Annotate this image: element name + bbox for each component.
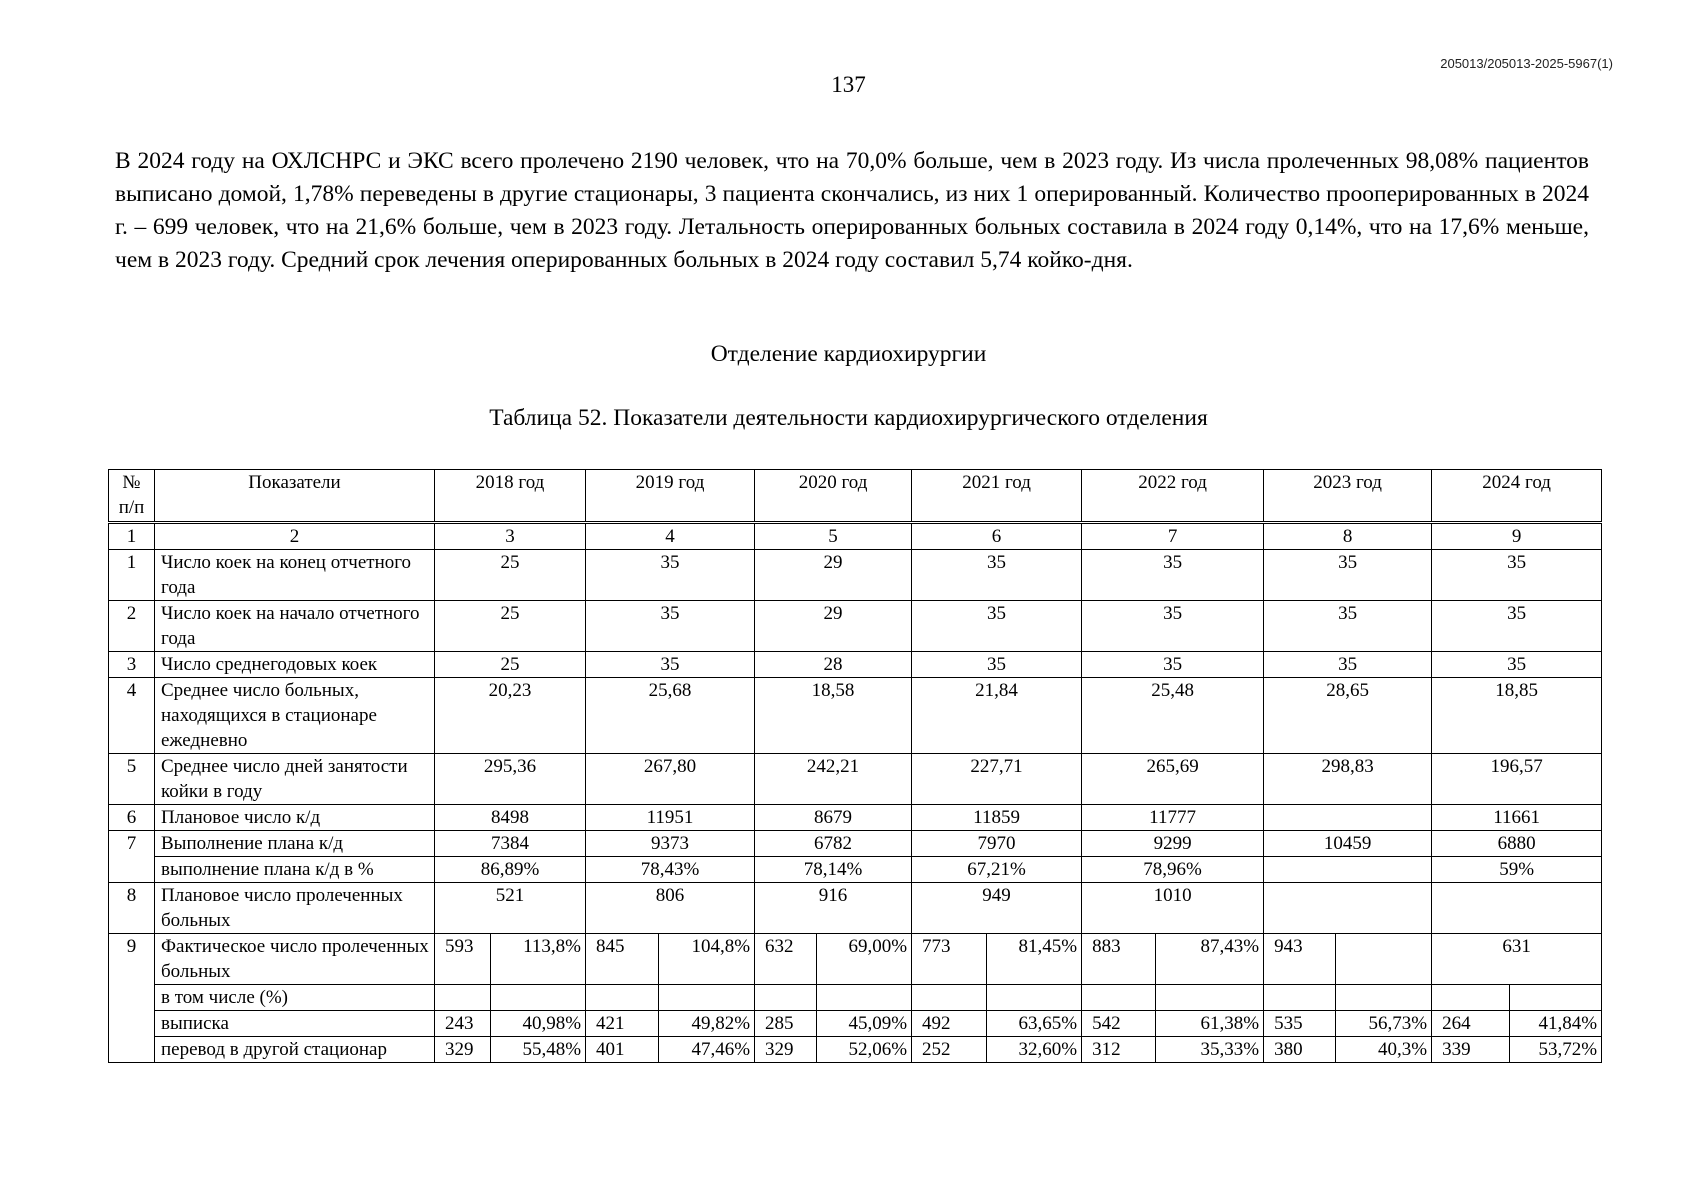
table-row — [109, 831, 1602, 857]
cell-count: 883 — [1082, 934, 1156, 985]
row-label: выполнение плана к/д в % — [155, 857, 435, 883]
cell-count: 943 — [1264, 934, 1336, 985]
cell-percent: 40,3% — [1336, 1037, 1432, 1063]
empty-cell — [817, 985, 912, 1011]
empty-cell — [1510, 985, 1602, 1011]
row-label: Среднее число дней занятости койки в году — [155, 754, 435, 805]
cell-value: 25 — [435, 652, 586, 678]
cell-count: 492 — [912, 1011, 987, 1037]
cell-count: 535 — [1264, 1011, 1336, 1037]
cell-value: 86,89% — [435, 857, 586, 883]
cell-value: 949 — [912, 883, 1082, 934]
cell-count: 845 — [586, 934, 659, 985]
cell-value: 7970 — [912, 831, 1082, 857]
cell-value: 631 — [1432, 934, 1602, 985]
table-row — [109, 1011, 1602, 1037]
cell-value: 227,71 — [912, 754, 1082, 805]
cell-percent: 104,8% — [659, 934, 755, 985]
cell-percent: 47,46% — [659, 1037, 755, 1063]
cell-value: 11661 — [1432, 805, 1602, 831]
cell-percent: 35,33% — [1156, 1037, 1264, 1063]
cell-count: 339 — [1432, 1037, 1510, 1063]
column-number: 3 — [435, 523, 586, 550]
cell-count: 380 — [1264, 1037, 1336, 1063]
cell-count: 285 — [755, 1011, 817, 1037]
cell-count: 421 — [586, 1011, 659, 1037]
cell-count: 264 — [1432, 1011, 1510, 1037]
cell-value: 67,21% — [912, 857, 1082, 883]
row-number: 8 — [109, 883, 155, 934]
cell-value: 295,36 — [435, 754, 586, 805]
column-number: 6 — [912, 523, 1082, 550]
cell-percent: 45,09% — [817, 1011, 912, 1037]
cell-value: 242,21 — [755, 754, 912, 805]
column-number: 1 — [109, 523, 155, 550]
cell-count: 401 — [586, 1037, 659, 1063]
cell-percent: 113,8% — [491, 934, 586, 985]
cell-count: 312 — [1082, 1037, 1156, 1063]
empty-cell — [1082, 985, 1156, 1011]
row-label: выписка — [155, 1011, 435, 1037]
section-title: Отделение кардиохирургии — [710, 341, 987, 367]
cell-value: 11951 — [586, 805, 755, 831]
empty-cell — [1264, 985, 1336, 1011]
cell-value: 35 — [586, 601, 755, 652]
table-row — [109, 550, 1602, 601]
row-label: Число среднегодовых коек — [155, 652, 435, 678]
header-year: 2020 год — [755, 470, 912, 523]
cell-value — [1264, 805, 1432, 831]
cell-percent: 55,48% — [491, 1037, 586, 1063]
cell-value: 18,85 — [1432, 678, 1602, 754]
header-year: 2024 год — [1432, 470, 1602, 523]
cell-value: 35 — [1432, 652, 1602, 678]
cell-value: 10459 — [1264, 831, 1432, 857]
cell-percent: 52,06% — [817, 1037, 912, 1063]
cell-percent: 61,38% — [1156, 1011, 1264, 1037]
cell-percent: 87,43% — [1156, 934, 1264, 985]
cell-value: 8498 — [435, 805, 586, 831]
cell-value: 35 — [1264, 652, 1432, 678]
empty-cell — [435, 985, 491, 1011]
row-label: Плановое число пролеченных больных — [155, 883, 435, 934]
row-number: 6 — [109, 805, 155, 831]
cell-value: 29 — [755, 601, 912, 652]
cell-value: 298,83 — [1264, 754, 1432, 805]
cell-percent: 81,45% — [987, 934, 1082, 985]
cell-percent: 32,60% — [987, 1037, 1082, 1063]
table-row — [109, 652, 1602, 678]
table-header-row — [109, 470, 1602, 523]
table-row — [109, 805, 1602, 831]
cell-value — [1264, 883, 1432, 934]
body-paragraph: В 2024 году на ОХЛСНРС и ЭКС всего пролечено 2190 человек, что на 70,0% больше, чем в 2023 году. Из числа пролеченных 98,08% пациентов выписано домой, 1,78% переведены в другие стационары, 3 пациента скончались, из них 1 оперированный. Количество прооперированных в 2024 г. – 699 человек, что на 21,6% больше, чем в 2023 году. Летальность оперированных больных составила в 2024 году 0,14%, что на 17,6% меньше, чем в 2023 году. Средний срок лечения оперированных больных в 2024 году составил 5,74 койко-дня. — [115, 148, 1589, 273]
empty-cell — [987, 985, 1082, 1011]
cell-count: 329 — [435, 1037, 491, 1063]
row-label: Число коек на начало отчетного года — [155, 601, 435, 652]
cell-value: 35 — [1432, 601, 1602, 652]
header-indicator: Показатели — [155, 470, 435, 523]
empty-cell — [1336, 985, 1432, 1011]
cell-percent: 41,84% — [1510, 1011, 1602, 1037]
cell-value: 28,65 — [1264, 678, 1432, 754]
cell-value: 916 — [755, 883, 912, 934]
row-label: Выполнение плана к/д — [155, 831, 435, 857]
cell-value: 35 — [912, 601, 1082, 652]
cell-value: 35 — [1082, 550, 1264, 601]
cell-count: 773 — [912, 934, 987, 985]
cell-count: 243 — [435, 1011, 491, 1037]
cell-value: 78,43% — [586, 857, 755, 883]
cell-value: 35 — [912, 550, 1082, 601]
table-caption: Таблица 52. Показатели деятельности кардиохирургического отделения — [489, 405, 1208, 431]
cell-value: 25,68 — [586, 678, 755, 754]
header-year: 2022 год — [1082, 470, 1264, 523]
cell-value: 78,14% — [755, 857, 912, 883]
cell-value: 521 — [435, 883, 586, 934]
cell-value: 78,96% — [1082, 857, 1264, 883]
table-row — [109, 1037, 1602, 1063]
cell-value: 806 — [586, 883, 755, 934]
row-label: Среднее число больных, находящихся в стационаре ежедневно — [155, 678, 435, 754]
cell-count: 252 — [912, 1037, 987, 1063]
empty-cell — [586, 985, 659, 1011]
header-year: 2018 год — [435, 470, 586, 523]
column-number: 9 — [1432, 523, 1602, 550]
cell-value — [1264, 857, 1432, 883]
cell-value: 35 — [586, 550, 755, 601]
cell-value: 11859 — [912, 805, 1082, 831]
header-year: 2023 год — [1264, 470, 1432, 523]
cell-value: 267,80 — [586, 754, 755, 805]
empty-cell — [491, 985, 586, 1011]
row-number: 4 — [109, 678, 155, 754]
cell-value: 8679 — [755, 805, 912, 831]
cell-percent: 49,82% — [659, 1011, 755, 1037]
cell-value — [1432, 883, 1602, 934]
cell-value: 1010 — [1082, 883, 1264, 934]
row-number: 2 — [109, 601, 155, 652]
cell-value: 21,84 — [912, 678, 1082, 754]
row-label: перевод в другой стационар — [155, 1037, 435, 1063]
cell-value: 35 — [1082, 652, 1264, 678]
header-year: 2019 год — [586, 470, 755, 523]
row-number: 7 — [109, 831, 155, 883]
cell-value: 7384 — [435, 831, 586, 857]
cell-count: 542 — [1082, 1011, 1156, 1037]
row-label: Фактическое число пролеченных больных — [155, 934, 435, 985]
table-row — [109, 754, 1602, 805]
empty-cell — [912, 985, 987, 1011]
cell-value: 9299 — [1082, 831, 1264, 857]
cell-value: 28 — [755, 652, 912, 678]
cell-percent: 63,65% — [987, 1011, 1082, 1037]
cell-count: 329 — [755, 1037, 817, 1063]
column-numbers-row — [109, 523, 1602, 550]
cell-value: 18,58 — [755, 678, 912, 754]
cell-value: 265,69 — [1082, 754, 1264, 805]
cell-value: 6782 — [755, 831, 912, 857]
row-label: в том числе (%) — [155, 985, 435, 1011]
indicators-table — [108, 469, 1602, 1063]
empty-cell — [1156, 985, 1264, 1011]
cell-value: 25 — [435, 601, 586, 652]
cell-count: 632 — [755, 934, 817, 985]
page-number: 137 — [831, 72, 866, 97]
row-number: 9 — [109, 934, 155, 1063]
empty-cell — [755, 985, 817, 1011]
empty-cell — [1432, 985, 1510, 1011]
cell-percent — [1336, 934, 1432, 985]
column-number: 5 — [755, 523, 912, 550]
column-number: 8 — [1264, 523, 1432, 550]
table-row — [109, 678, 1602, 754]
document-id: 205013/205013-2025-5967(1) — [1440, 56, 1613, 71]
row-number: 1 — [109, 550, 155, 601]
row-label: Число коек на конец отчетного года — [155, 550, 435, 601]
table-row — [109, 883, 1602, 934]
header-year: 2021 год — [912, 470, 1082, 523]
row-number: 3 — [109, 652, 155, 678]
cell-value: 25 — [435, 550, 586, 601]
cell-percent: 69,00% — [817, 934, 912, 985]
cell-percent: 40,98% — [491, 1011, 586, 1037]
cell-value: 9373 — [586, 831, 755, 857]
cell-value: 11777 — [1082, 805, 1264, 831]
cell-value: 35 — [912, 652, 1082, 678]
cell-count: 593 — [435, 934, 491, 985]
empty-cell — [659, 985, 755, 1011]
cell-value: 35 — [1432, 550, 1602, 601]
cell-value: 25,48 — [1082, 678, 1264, 754]
table-row — [109, 985, 1602, 1011]
cell-value: 196,57 — [1432, 754, 1602, 805]
row-label: Плановое число к/д — [155, 805, 435, 831]
cell-value: 35 — [1264, 550, 1432, 601]
header-num: № п/п — [109, 470, 155, 523]
table-row — [109, 934, 1602, 985]
cell-value: 6880 — [1432, 831, 1602, 857]
column-number: 2 — [155, 523, 435, 550]
column-number: 7 — [1082, 523, 1264, 550]
cell-value: 35 — [1264, 601, 1432, 652]
column-number: 4 — [586, 523, 755, 550]
cell-value: 20,23 — [435, 678, 586, 754]
table-row — [109, 857, 1602, 883]
cell-value: 59% — [1432, 857, 1602, 883]
cell-percent: 56,73% — [1336, 1011, 1432, 1037]
cell-value: 29 — [755, 550, 912, 601]
cell-value: 35 — [586, 652, 755, 678]
table-row — [109, 601, 1602, 652]
cell-value: 35 — [1082, 601, 1264, 652]
row-number: 5 — [109, 754, 155, 805]
cell-percent: 53,72% — [1510, 1037, 1602, 1063]
